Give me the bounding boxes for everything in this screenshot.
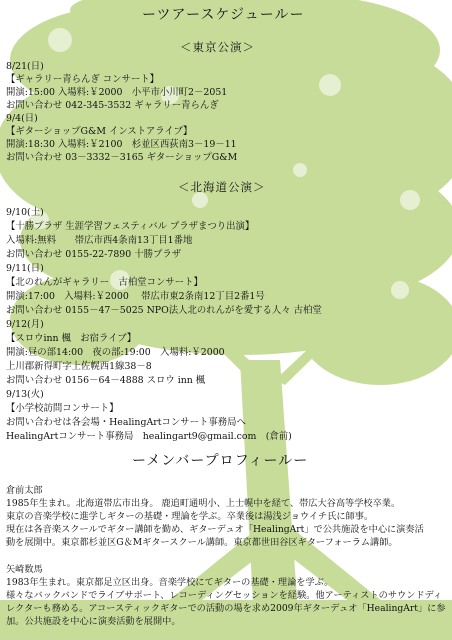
member-name: 倉前太郎 <box>6 485 43 496</box>
member-bio-line: 東京の音楽学校に進学しギターの基礎・理論を学ぶ。卒業後は湯浅ジョウイチ氏に師事。 <box>6 511 374 522</box>
tokyo-line: 8/21(日) <box>6 61 44 72</box>
tokyo-line: お問い合わせ 03－3332－3165 ギターショップG&M <box>6 152 238 163</box>
member-bio-line: 加。公共施設を中心に演奏活動を展開中。 <box>6 616 181 627</box>
hokkaido-line: 【十勝プラザ 生涯学習フェスティバル プラザまつり出演】 <box>6 221 255 232</box>
hokkaido-line: 開演:17:00 入場料:￥2000 帯広市東2条南12丁目2番1号 <box>6 291 265 302</box>
hokkaido-line: 【小学校訪問コンサート】 <box>6 403 119 414</box>
member-bio-line: 動を展開中。東京都杉並区G＆Mギタースクール講師。東京都世田谷区ギターフォーラム講師。 <box>6 537 398 548</box>
tokyo-line: 9/4(日) <box>6 113 38 124</box>
hokkaido-line: お問い合わせは各会場・HealingArtコンサート事務局へ <box>6 417 246 428</box>
member-bio-line: レクターも務める。アコースティックギターでの活動の場を求め2009年ギターデュオ「HealingArt」に参 <box>6 603 446 614</box>
member-bio-line: 1983年生まれ。東京都足立区出身。音楽学校にてギターの基礎・理論を学ぶ。 <box>6 577 334 588</box>
member-profile-heading: ーメンバープロフィールー <box>132 453 309 469</box>
tokyo-line: 【ギターショップG&M インストアライブ】 <box>6 126 193 137</box>
hokkaido-line: お問い合わせ 0155－47－5025 NPO法人北のれんがを愛する人々 古柏堂 <box>6 305 322 316</box>
member-bio-line: 様々なバックバンドでライブサポート、レコーディングセッションを経験。他アーティストのサウンドディ <box>6 590 443 601</box>
hokkaido-line: 開演:昼の部14:00 夜の部:19:00 入場料:￥2000 <box>6 347 225 358</box>
member-bio-line: 1985年生まれ。北海道帯広市出身。 鹿追町通明小、上士幌中を経て、帯広大谷高等学校卒業。 <box>6 498 401 509</box>
hokkaido-line: 9/11(日) <box>6 263 44 274</box>
member-bio-line: 現在は各音楽スクールでギター講師を勤め、ギターデュオ「HealingArt」で公共施設を中心に演奏活 <box>6 524 424 535</box>
tokyo-line: 開演:18:30 入場料:￥2100 杉並区西荻南3－19－11 <box>6 139 237 150</box>
tokyo-line: 【ギャラリー青らんぎ コンサート】 <box>6 74 159 85</box>
hokkaido-line: 9/10(土) <box>6 207 44 218</box>
hokkaido-line: 【スロウinn 楓 お宿ライブ】 <box>6 333 137 344</box>
hokkaido-line: お問い合わせ 0155-22-7890 十勝プラザ <box>6 249 182 260</box>
hokkaido-line: 9/13(火) <box>6 389 44 400</box>
hokkaido-line: 入場料:無料 帯広市西4条南13丁目1番地 <box>6 235 193 246</box>
member-name: 矢崎数馬 <box>6 564 43 575</box>
hokkaido-line: 上川郡新得町字上佐幌西1線38－8 <box>6 361 152 372</box>
hokkaido-line: HealingArtコンサート事務局 healingart9@gmail.com (倉前) <box>6 431 292 442</box>
hokkaido-line: 【北のれんがギャラリー 古柏堂コンサート】 <box>6 277 203 288</box>
tour-schedule-heading: ーツアースケジュールー <box>142 7 305 23</box>
tokyo-heading: ＜東京公演＞ <box>180 40 255 54</box>
tokyo-line: 開演:15:00 入場料:￥2000 小平市小川町2－2051 <box>6 87 228 98</box>
hokkaido-line: お問い合わせ 0156－64－4888 スロウ inn 楓 <box>6 375 206 386</box>
hokkaido-heading: ＜北海道公演＞ <box>178 180 266 194</box>
hokkaido-line: 9/12(月) <box>6 319 44 330</box>
tokyo-line: お問い合わせ 042-345-3532 ギャラリー青らんぎ <box>6 100 219 111</box>
